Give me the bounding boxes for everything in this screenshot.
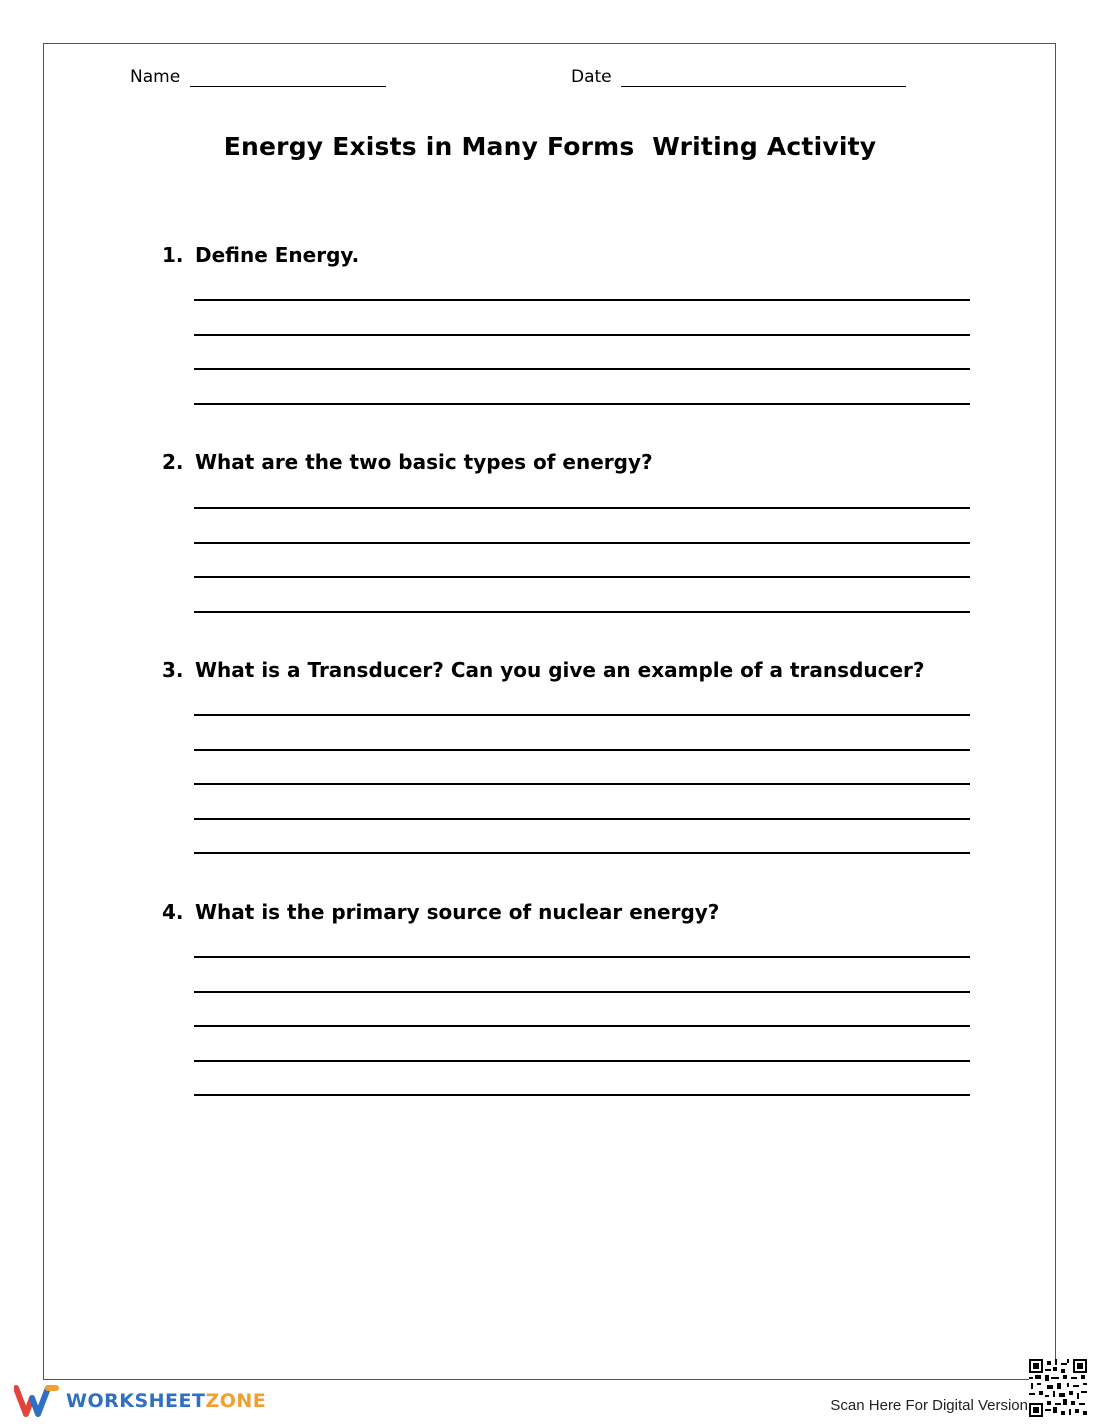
question-number: 1. — [162, 243, 184, 267]
date-field[interactable] — [571, 67, 906, 87]
answer-line[interactable] — [194, 749, 970, 751]
worksheetzone-logo[interactable] — [14, 1384, 266, 1418]
brand-part-zone: ZONE — [205, 1390, 267, 1412]
answer-line[interactable] — [194, 507, 970, 509]
question-text: What is a Transducer? Can you give an example of a transducer? — [195, 658, 925, 682]
answer-line[interactable] — [194, 1094, 970, 1096]
qr-code-icon[interactable] — [1029, 1359, 1087, 1417]
answer-line[interactable] — [194, 368, 970, 370]
question-number: 3. — [162, 658, 184, 682]
question-text: What is the primary source of nuclear energy? — [195, 900, 720, 924]
answer-line[interactable] — [194, 956, 970, 958]
question-text: What are the two basic types of energy? — [195, 450, 653, 474]
question-3 — [162, 658, 925, 682]
answer-line[interactable] — [194, 714, 970, 716]
question-2 — [162, 450, 653, 474]
w-logo-icon — [14, 1384, 60, 1418]
answer-line[interactable] — [194, 1060, 970, 1062]
answer-line[interactable] — [194, 783, 970, 785]
answer-line[interactable] — [194, 1025, 970, 1027]
answer-line[interactable] — [194, 852, 970, 854]
question-number: 2. — [162, 450, 184, 474]
answer-line[interactable] — [194, 818, 970, 820]
answer-line[interactable] — [194, 299, 970, 301]
answer-line[interactable] — [194, 991, 970, 993]
name-field[interactable] — [130, 67, 386, 87]
answer-line[interactable] — [194, 611, 970, 613]
question-1 — [162, 243, 359, 267]
question-text: Define Energy. — [195, 243, 360, 267]
date-blank[interactable] — [621, 68, 906, 87]
scan-caption: Scan Here For Digital Version — [830, 1397, 1028, 1414]
brand-name — [66, 1390, 266, 1412]
answer-line[interactable] — [194, 334, 970, 336]
answer-line[interactable] — [194, 542, 970, 544]
question-4 — [162, 900, 719, 924]
date-label: Date — [571, 67, 612, 87]
answer-line[interactable] — [194, 403, 970, 405]
brand-part-worksheet: WORKSHEET — [66, 1390, 206, 1412]
question-number: 4. — [162, 900, 184, 924]
name-label: Name — [130, 67, 181, 87]
answer-line[interactable] — [194, 576, 970, 578]
worksheet-title: Energy Exists in Many Forms Writing Activity — [223, 132, 877, 161]
name-blank[interactable] — [190, 68, 386, 87]
